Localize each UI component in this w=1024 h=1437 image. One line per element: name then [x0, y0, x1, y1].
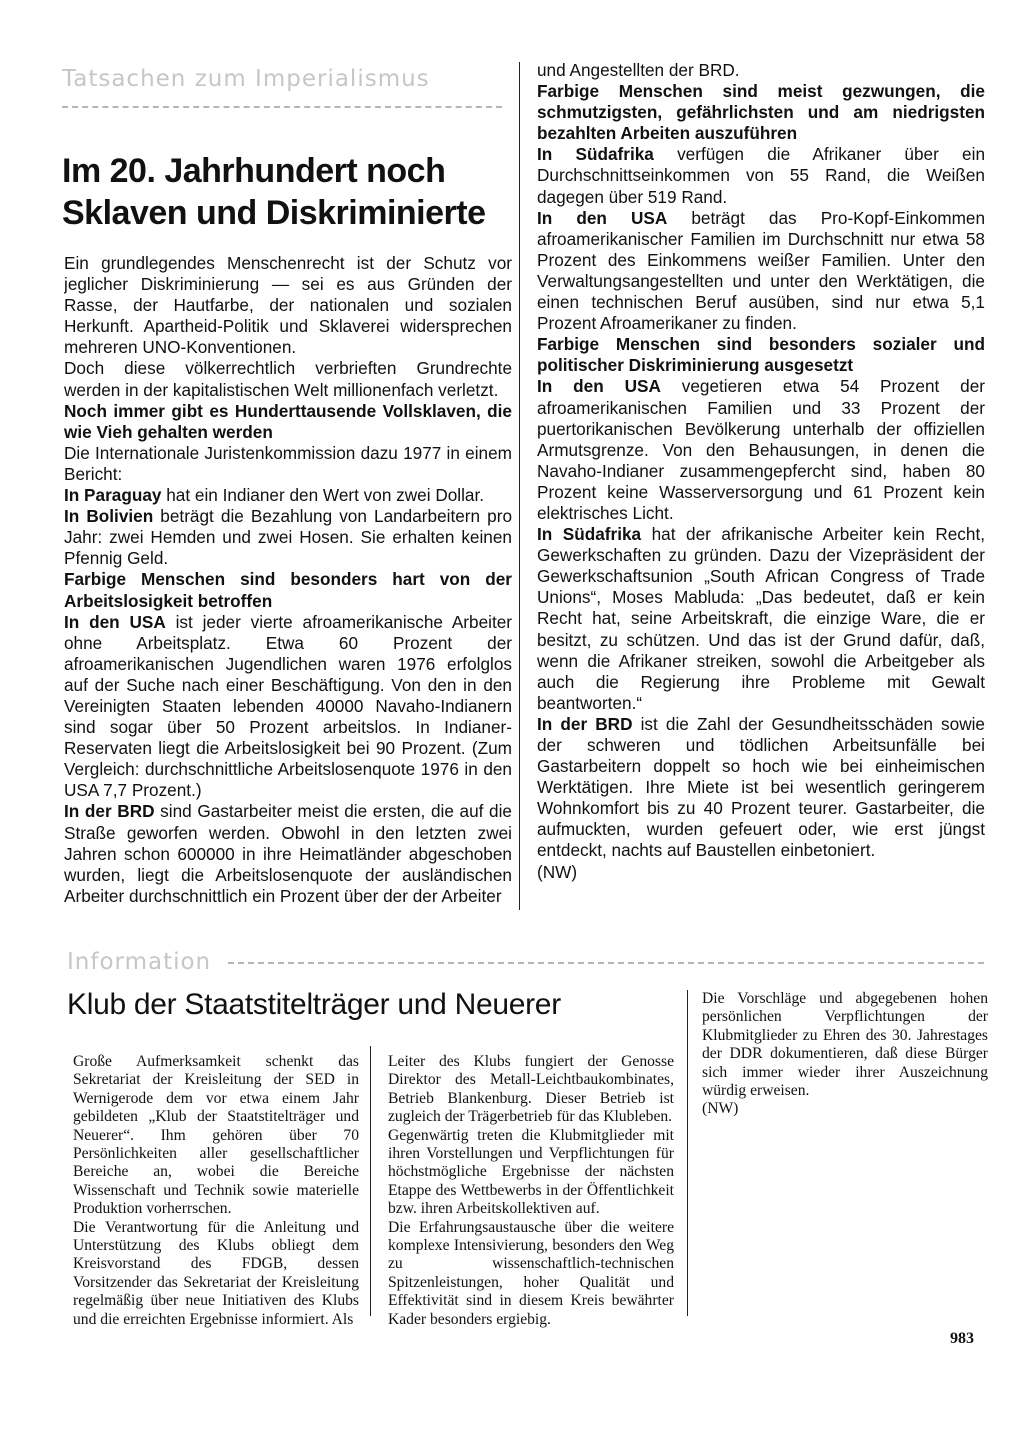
a1-paragraph: In Bolivien beträgt die Bezahlung von Landarbeitern pro Jahr: zwei Hemden und zwei Hosen. Sie erhalten keinen Pfennig Geld.	[64, 506, 512, 569]
article2-headline: Klub der Staatstitelträger und Neuerer	[67, 988, 561, 1021]
a1-paragraph: In Paraguay hat ein Indianer den Wert von zwei Dollar.	[64, 485, 485, 506]
page-number: 983	[950, 1330, 974, 1347]
column-divider	[370, 1046, 371, 1316]
a1-paragraph: In der BRD sind Gastarbeiter meist die ersten, die auf die Straße geworfen werden. Obwohl in den letzten zwei Jahren schon 600000 in ihre Heimatländer abgeschoben wurden, liegt die Arbeitslosenquote der ausländischen Arbeiter durchschnittlich ein Prozent über der der Arbeiter	[64, 801, 512, 906]
a1-paragraph: In Südafrika hat der afrikanische Arbeiter kein Recht, Gewerkschaften zu gründen. Dazu der Vizepräsident der Gewerkschaftsunion „South African Congress of Trade Unions“, Moses Mabluda: „Das bedeutet, daß er kein Recht hat, seine Arbeitskraft, die einzige Ware, die er besitzt, zu schützen. Und das ist der Grund dafür, daß, wenn die Afrikaner streiken, sowohl die Arbeitgeber als auch die Regierung ihre Probleme mit Gewalt beantworten.“	[537, 524, 985, 713]
article2-kicker: Information	[67, 949, 212, 975]
a2-paragraph: Die Vorschläge und abgegebenen hohen persönlichen Verpflichtungen der Klubmitglieder zu Ehren des 30. Jahrestages der DDR dokumentieren, daß diese Bürger sich immer wieder ihrer Auszeichnung würdig erweisen.	[702, 990, 988, 1100]
a1-paragraph: In Südafrika verfügen die Afrikaner über ein Durchschnittseinkommen von 55 Rand, die Weißen dagegen über 519 Rand.	[537, 144, 985, 207]
a1-paragraph: In den USA vegetieren etwa 54 Prozent der afroamerikanischen Familien und 33 Prozent der puertorikanischen Bevölkerung unterhalb der offiziellen Armutsgrenze. Von den Behausungen, in denen die Navaho-Indianer zusammengepfercht sind, haben 80 Prozent keine Wasserversorgung und 61 Prozent kein elektrisches Licht.	[537, 376, 985, 523]
a2-paragraph: Leiter des Klubs fungiert der Genosse Direktor des Metall-Leichtbaukombinates, Betrieb Blankenburg. Dieser Betrieb ist zugleich der Trägerbetrieb für das Klubleben.	[388, 1053, 674, 1126]
a2-paragraph: Große Aufmerksamkeit schenkt das Sekretariat der Kreisleitung der SED in Wernigerode dem vor etwa einem Jahr gebildeten „Klub der Staatstitelträger und Neuerer“. Ihm gehören über 70 Persönlichkeiten aller gesellschaftlicher Bereiche an, wobei die Bereiche Wissenschaft und Technik sowie materielle Produktion vorherrschen.	[73, 1053, 359, 1218]
article1-kicker-rule	[62, 106, 502, 108]
a1-subheading: Farbige Menschen sind besonders sozialer und politischer Diskriminierung ausgesetzt	[537, 334, 985, 376]
headline-line1: Im 20. Jahrhundert noch	[62, 152, 446, 190]
headline-line2: Sklaven und Diskriminierte	[62, 194, 486, 232]
a1-paragraph: Ein grundlegendes Menschenrecht ist der Schutz vor jeglicher Diskriminierung — sei es aus Gründen der Rasse, der Hautfarbe, der nationalen und sozialen Herkunft. Apartheid-Politik und Sklaverei widersprechen mehreren UNO-Konventionen.	[64, 253, 512, 358]
article2-column-3	[702, 990, 988, 1330]
article1-column-2	[537, 60, 985, 910]
a1-paragraph: In den USA beträgt das Pro-Kopf-Einkommen afroamerikanischer Familien im Durchschnitt nur etwa 58 Prozent des Einkommens weißer Familien. Unter den Verwaltungsangestellten und unter den Werktätigen, die einen technischen Beruf ausüben, sind nur etwa 5,1 Prozent Afroamerikaner zu finden.	[537, 207, 985, 334]
a1-paragraph: Die Internationale Juristenkommission dazu 1977 in einem Bericht:	[64, 442, 512, 484]
article2-column-2	[388, 1053, 674, 1333]
a2-signature: (NW)	[702, 1100, 739, 1118]
article2-kicker-rule	[228, 962, 984, 964]
a2-paragraph: Gegenwärtig treten die Klubmitglieder mit ihren Vorstellungen und Verpflichtungen für höchstmögliche Ergebnisse der nächsten Etappe des Wettbewerbs in der Öffentlichkeit bzw. ihren Arbeitskollektiven auf.	[388, 1126, 674, 1218]
a1-paragraph: In den USA ist jeder vierte afroamerikanische Arbeiter ohne Arbeitsplatz. Etwa 60 Prozent der afroamerikanischen Jugendlichen waren 1976 erfolglos auf der Suche nach einer Beschäftigung. Von den in den Vereinigten Staaten lebenden 40000 Navaho-Indianern sind sogar über 50 Prozent arbeitslos. In Indianer-Reservaten liegt die Arbeitslosigkeit bei 90 Prozent. (Zum Vergleich: durchschnittliche Arbeitslosenquote 1976 in den USA 7,7 Prozent.)	[64, 611, 512, 801]
article1-headline	[62, 150, 486, 234]
a1-subheading: Farbige Menschen sind meist gezwungen, die schmutzigsten, gefährlichsten und am niedrigsten bezahlten Arbeiten auszuführen	[537, 81, 985, 144]
a1-paragraph: Doch diese völkerrechtlich verbrieften Grundrechte werden in der kapitalistischen Welt millionenfach verletzt.	[64, 358, 512, 400]
column-divider	[687, 990, 688, 1316]
a1-subheading: Farbige Menschen sind besonders hart von der Arbeitslosigkeit betroffen	[64, 569, 512, 611]
article2-column-1	[73, 1053, 359, 1333]
a1-paragraph: und Angestellten der BRD.	[537, 60, 740, 80]
column-divider	[519, 62, 520, 910]
article1-column-1	[64, 253, 512, 910]
a2-paragraph: Die Erfahrungsaustausche über die weitere komplexe Intensivierung, besonders den Weg zu wissenschaftlich-technischen Spitzenleistungen, hoher Qualität und Effektivität sind in diesem Kreis bewährter Kader besonders ergiebig.	[388, 1218, 674, 1328]
a2-paragraph: Die Verantwortung für die Anleitung und Unterstützung des Klubs obliegt dem Kreisvorstand des FDGB, dessen Vorsitzender das Sekretariat der Kreisleitung regelmäßig über neue Initiativen des Klubs und die erreichten Ergebnisse informiert. Als	[73, 1218, 359, 1328]
article1-kicker: Tatsachen zum Imperialismus	[62, 66, 430, 92]
a1-subheading: Noch immer gibt es Hunderttausende Vollsklaven, die wie Vieh gehalten werden	[64, 400, 512, 442]
a1-paragraph: In der BRD ist die Zahl der Gesundheitsschäden sowie der schweren und tödlichen Arbeitsunfälle bei Gastarbeitern doppelt so hoch wie bei einheimischen Werktätigen. Ihre Miete ist bei wesentlich geringerem Wohnkomfort bis zu 40 Prozent teurer. Gastarbeiter, die aufmuckten, wurden gefeuert oder, wie erst jüngst entdeckt, nachts auf Baustellen einbetoniert.	[537, 713, 985, 861]
a1-signature: (NW)	[537, 861, 578, 882]
